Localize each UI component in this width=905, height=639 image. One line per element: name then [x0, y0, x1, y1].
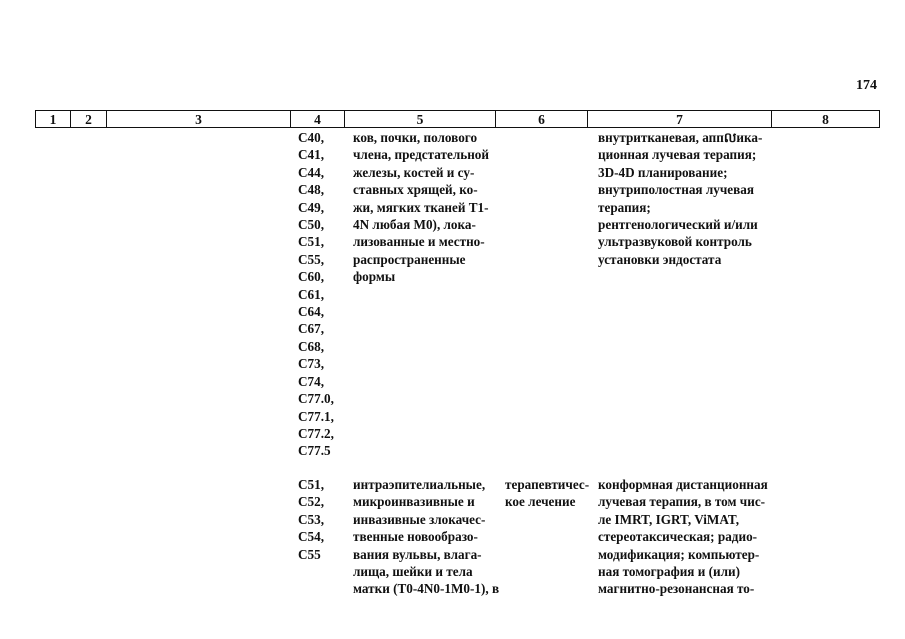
- diagnosis-block-1: [353, 129, 501, 286]
- diagnosis-line: матки (Т0-4N0-1М0-1), в: [353, 581, 500, 597]
- icd-code: C77.2,: [298, 425, 334, 441]
- diagnosis-line: 4N любая М0), лока-: [353, 217, 476, 233]
- method-line: внутриполостная лучевая: [598, 182, 754, 198]
- diagnosis-line: лизованные и местно-: [353, 234, 485, 250]
- method-line: 3D-4D планирование;: [598, 164, 728, 180]
- treatment-line: терапевтичес-: [505, 477, 590, 492]
- column-header-4: 4: [291, 111, 345, 128]
- column-header-6: 6: [496, 111, 588, 128]
- page-number: 174: [856, 78, 877, 93]
- diagnosis-line: интраэпителиальные,: [353, 477, 486, 492]
- method-line: магнитно-резонансная то-: [598, 581, 755, 597]
- icd-code: C52,: [298, 494, 325, 510]
- method-line: стереотаксическая; радио-: [598, 529, 758, 545]
- diagnosis-line: ков, почки, полового: [353, 130, 478, 145]
- icd-code: C51,: [298, 477, 325, 492]
- icd-code: C77.1,: [298, 408, 334, 424]
- icd-code: C77.0,: [298, 391, 334, 407]
- method-line: рентгенологический и/или: [598, 217, 758, 233]
- column-header-7: 7: [588, 111, 772, 128]
- column-header-5: 5: [345, 111, 496, 128]
- icd-code: C51,: [298, 234, 325, 250]
- treatment-method-block-2: [598, 476, 780, 598]
- method-line: установки эндостата: [598, 251, 722, 267]
- icd-code: C60,: [298, 269, 325, 285]
- diagnosis-line: жи, мягких тканей Т1-: [353, 199, 489, 215]
- icd-code: C53,: [298, 511, 325, 527]
- icd-code: C55: [298, 546, 321, 562]
- icd-code: C40,: [298, 130, 325, 145]
- diagnosis-block-2: [353, 476, 501, 598]
- method-line: внутритканевая, аппលика-: [598, 130, 763, 145]
- icd-code: C48,: [298, 182, 325, 198]
- column-header-1: 1: [36, 111, 71, 128]
- icd-code: C54,: [298, 529, 325, 545]
- method-line: ная томография и (или): [598, 564, 741, 580]
- diagnosis-line: инвазивные злокачес-: [353, 511, 486, 527]
- icd-code: C68,: [298, 338, 325, 354]
- diagnosis-line: микроинвазивные и: [353, 494, 475, 510]
- method-line: ле IMRT, IGRT, ViMAT,: [598, 511, 740, 527]
- method-line: лучевая терапия, в том чис-: [598, 494, 766, 510]
- method-line: терапия;: [598, 199, 651, 215]
- diagnosis-line: вания вульвы, влага-: [353, 546, 482, 562]
- diagnosis-line: ставных хрящей, ко-: [353, 182, 478, 198]
- icd-code: C61,: [298, 286, 325, 302]
- diagnosis-line: твенные новообразо-: [353, 529, 478, 545]
- column-header-8: 8: [772, 111, 880, 128]
- method-line: ционная лучевая терапия;: [598, 147, 757, 163]
- column-header-2: 2: [71, 111, 107, 128]
- diagnosis-line: члена, предстательной: [353, 147, 489, 163]
- diagnosis-line: лища, шейки и тела: [353, 564, 473, 580]
- icd-code: C41,: [298, 147, 325, 163]
- diagnosis-line: распространенные: [353, 251, 466, 267]
- method-line: конформная дистанционная: [598, 477, 768, 492]
- icd-code: C67,: [298, 321, 325, 337]
- icd-code: C44,: [298, 164, 325, 180]
- icd-code: C74,: [298, 373, 325, 389]
- diagnosis-line: железы, костей и су-: [353, 164, 475, 180]
- icd-codes-block-1: [298, 129, 348, 460]
- icd-code: C55,: [298, 251, 325, 267]
- method-line: модификация; компьютер-: [598, 546, 760, 562]
- icd-code: C49,: [298, 199, 325, 215]
- icd-code: C64,: [298, 304, 325, 320]
- diagnosis-line: формы: [353, 269, 396, 285]
- treatment-method-block-1: [598, 129, 780, 268]
- column-header-3: 3: [107, 111, 291, 128]
- icd-code: C73,: [298, 356, 325, 372]
- treatment-type-block-2: [505, 476, 595, 511]
- icd-code: C50,: [298, 217, 325, 233]
- treatment-line: кое лечение: [505, 494, 576, 510]
- icd-codes-block-2: [298, 476, 348, 563]
- icd-code: C77.5: [298, 443, 331, 459]
- method-line: ультразвуковой контроль: [598, 234, 752, 250]
